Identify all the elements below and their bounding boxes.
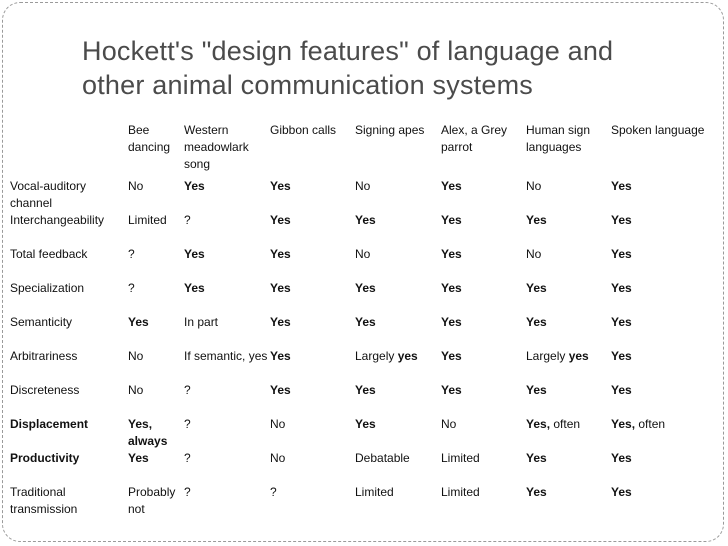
table-cell xyxy=(128,212,184,246)
table-cell xyxy=(355,246,441,280)
row-label: Arbitrariness xyxy=(10,349,78,363)
table-cell xyxy=(270,280,355,314)
column-header: Spoken language xyxy=(611,123,705,137)
table-cell xyxy=(441,212,526,246)
table-cell xyxy=(128,178,184,212)
table-cell xyxy=(355,314,441,348)
table-cell xyxy=(526,280,611,314)
column-header: Signing apes xyxy=(355,123,425,137)
cell-text: If semantic, yes xyxy=(184,349,268,363)
cell-text: ? xyxy=(184,485,191,499)
table-cell xyxy=(611,246,722,280)
cell-text: No xyxy=(355,179,371,193)
cell-text: No xyxy=(441,417,457,431)
table-cell xyxy=(270,484,355,518)
table-row xyxy=(10,246,722,280)
cell-text: Yes xyxy=(611,349,632,363)
cell-text: Yes xyxy=(270,213,291,227)
table-cell xyxy=(270,348,355,382)
cell-text-suffix: yes xyxy=(568,349,589,363)
column-header: Alex, a Grey parrot xyxy=(441,123,508,154)
table-cell xyxy=(355,348,441,382)
cell-text: Yes xyxy=(611,485,632,499)
table-cell xyxy=(441,246,526,280)
table-cell xyxy=(526,178,611,212)
table-cell xyxy=(355,416,441,450)
header-row xyxy=(10,122,722,178)
cell-text: Yes xyxy=(184,179,205,193)
slide-title xyxy=(82,34,702,102)
table-cell xyxy=(611,314,722,348)
table-cell xyxy=(184,416,270,450)
table-cell xyxy=(128,416,184,450)
table-cell xyxy=(611,348,722,382)
table-cell xyxy=(184,450,270,484)
table-cell xyxy=(441,450,526,484)
table-row xyxy=(10,382,722,416)
table-cell xyxy=(611,178,722,212)
row-label: Specialization xyxy=(10,281,85,295)
column-header: Western meadowlark song xyxy=(184,123,249,171)
table-cell xyxy=(184,382,270,416)
cell-text: Yes xyxy=(441,213,462,227)
cell-text: Yes xyxy=(441,315,462,329)
cell-text: Yes xyxy=(611,247,632,261)
table-cell xyxy=(355,382,441,416)
row-label: Interchangeability xyxy=(10,213,105,227)
cell-text: Yes xyxy=(611,315,632,329)
table-row xyxy=(10,348,722,382)
cell-text: Largely xyxy=(355,349,398,363)
column-header: Bee dancing xyxy=(128,123,171,154)
table-cell xyxy=(270,178,355,212)
cell-text: No xyxy=(270,451,286,465)
cell-text: Yes xyxy=(184,281,205,295)
cell-text: Yes xyxy=(270,179,291,193)
cell-text: Yes xyxy=(611,451,632,465)
cell-text: Yes xyxy=(128,315,149,329)
cell-text: Yes, always xyxy=(128,417,168,448)
cell-text: Yes xyxy=(441,281,462,295)
cell-text: No xyxy=(355,247,371,261)
row-label: Semanticity xyxy=(10,315,73,329)
table-cell xyxy=(184,246,270,280)
cell-text: Yes xyxy=(270,349,291,363)
cell-text: ? xyxy=(184,383,191,397)
cell-text: Yes xyxy=(611,179,632,193)
cell-text: Yes xyxy=(526,281,547,295)
table-cell xyxy=(355,450,441,484)
table-cell xyxy=(526,212,611,246)
cell-text: No xyxy=(270,417,286,431)
cell-text: Yes xyxy=(270,315,291,329)
table-cell xyxy=(128,382,184,416)
table-cell xyxy=(611,280,722,314)
table-body xyxy=(10,178,722,518)
row-label: Traditional transmission xyxy=(10,485,78,516)
table-cell xyxy=(270,416,355,450)
cell-text: Yes, xyxy=(526,417,551,431)
table-cell xyxy=(526,348,611,382)
cell-text: Yes xyxy=(441,383,462,397)
table-cell xyxy=(128,314,184,348)
cell-text: Probably not xyxy=(128,485,176,516)
cell-text: Yes, xyxy=(611,417,636,431)
table-row xyxy=(10,314,722,348)
row-label: Productivity xyxy=(10,451,80,465)
cell-text: No xyxy=(128,383,144,397)
table-cell xyxy=(270,246,355,280)
table-cell xyxy=(441,178,526,212)
row-label: Total feedback xyxy=(10,247,88,261)
features-table xyxy=(10,122,722,518)
table-cell xyxy=(128,484,184,518)
cell-text: Yes xyxy=(526,213,547,227)
cell-text: Limited xyxy=(355,485,394,499)
table-cell xyxy=(441,314,526,348)
table-cell xyxy=(128,450,184,484)
table-cell xyxy=(441,280,526,314)
cell-text: ? xyxy=(184,451,191,465)
table-cell xyxy=(355,280,441,314)
cell-text: Yes xyxy=(355,213,376,227)
table-cell xyxy=(184,178,270,212)
table-row xyxy=(10,416,722,450)
table-cell xyxy=(270,450,355,484)
table-cell xyxy=(611,484,722,518)
cell-text: No xyxy=(128,179,144,193)
cell-text: Yes xyxy=(270,383,291,397)
table-cell xyxy=(128,348,184,382)
cell-text: Yes xyxy=(441,349,462,363)
cell-text: Yes xyxy=(355,383,376,397)
cell-text: Yes xyxy=(526,383,547,397)
table-row xyxy=(10,178,722,212)
cell-text: Yes xyxy=(128,451,149,465)
table-row xyxy=(10,280,722,314)
table-cell xyxy=(526,416,611,450)
table-cell xyxy=(270,212,355,246)
table-cell xyxy=(526,450,611,484)
table-cell xyxy=(355,178,441,212)
cell-text: Yes xyxy=(611,213,632,227)
table-cell xyxy=(184,314,270,348)
cell-text-suffix: yes xyxy=(397,349,418,363)
table-cell xyxy=(441,382,526,416)
cell-text: Limited xyxy=(128,213,167,227)
table-cell xyxy=(526,314,611,348)
row-label: Discreteness xyxy=(10,383,80,397)
cell-text: In part xyxy=(184,315,219,329)
table-cell xyxy=(270,382,355,416)
cell-text: Yes xyxy=(355,281,376,295)
table-cell xyxy=(441,416,526,450)
table-cell xyxy=(611,416,722,450)
cell-text: No xyxy=(128,349,144,363)
cell-text: Yes xyxy=(355,417,376,431)
cell-text: No xyxy=(526,247,542,261)
cell-text-suffix: often xyxy=(550,417,581,431)
cell-text: Yes xyxy=(441,247,462,261)
cell-text: Limited xyxy=(441,451,480,465)
cell-text: Limited xyxy=(441,485,480,499)
table-cell xyxy=(128,280,184,314)
cell-text-suffix: often xyxy=(635,417,666,431)
table-row xyxy=(10,450,722,484)
cell-text: Yes xyxy=(270,247,291,261)
column-header: Gibbon calls xyxy=(270,123,337,137)
table-cell xyxy=(184,212,270,246)
table-cell xyxy=(526,246,611,280)
row-label: Vocal-auditory channel xyxy=(10,179,87,210)
table-cell xyxy=(355,484,441,518)
cell-text: ? xyxy=(128,281,135,295)
table-cell xyxy=(611,450,722,484)
title-line-1: Hockett's "design features" of language and xyxy=(82,36,614,66)
cell-text: Yes xyxy=(611,281,632,295)
cell-text: Yes xyxy=(526,485,547,499)
table-cell xyxy=(355,212,441,246)
cell-text: ? xyxy=(128,247,135,261)
cell-text: Yes xyxy=(441,179,462,193)
cell-text: Yes xyxy=(355,315,376,329)
cell-text: ? xyxy=(184,417,191,431)
cell-text: Yes xyxy=(611,383,632,397)
cell-text: ? xyxy=(184,213,191,227)
table-cell xyxy=(526,382,611,416)
cell-text: ? xyxy=(270,485,277,499)
cell-text: No xyxy=(526,179,542,193)
title-line-2: other animal communication systems xyxy=(82,70,533,100)
table-cell xyxy=(526,484,611,518)
table-cell xyxy=(441,484,526,518)
table-cell xyxy=(441,348,526,382)
cell-text: Yes xyxy=(526,315,547,329)
cell-text: Largely xyxy=(526,349,569,363)
table-cell xyxy=(270,314,355,348)
table-row xyxy=(10,212,722,246)
table-cell xyxy=(184,348,270,382)
table-cell xyxy=(184,280,270,314)
column-header xyxy=(10,122,128,178)
table-cell xyxy=(128,246,184,280)
cell-text: Yes xyxy=(270,281,291,295)
table-cell xyxy=(184,484,270,518)
cell-text: Yes xyxy=(184,247,205,261)
row-label: Displacement xyxy=(10,417,89,431)
table-cell xyxy=(611,212,722,246)
table-cell xyxy=(611,382,722,416)
column-header: Human sign languages xyxy=(526,123,591,154)
cell-text: Debatable xyxy=(355,451,410,465)
cell-text: Yes xyxy=(526,451,547,465)
table-row xyxy=(10,484,722,518)
